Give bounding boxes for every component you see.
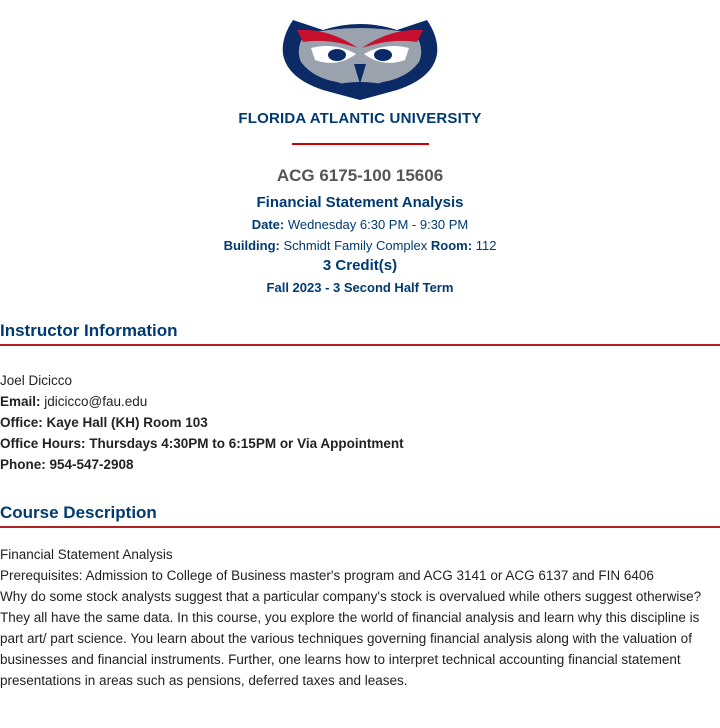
instructor-name: Joel Dicicco — [0, 373, 73, 388]
instructor-phone: Phone: 954-547-2908 — [0, 457, 134, 472]
university-name: FLORIDA ATLANTIC UNIVERSITY — [238, 110, 482, 127]
email-label: Email: — [0, 394, 41, 409]
course-term: Fall 2023 - 3 Second Half Term — [266, 280, 454, 295]
building-value: Schmidt Family Complex — [283, 238, 428, 253]
fau-owl-logo — [279, 8, 441, 100]
instructor-info — [0, 370, 720, 475]
building-label: Building: — [223, 238, 280, 253]
course-code: ACG 6175-100 15606 — [276, 166, 444, 185]
room-value: 112 — [475, 238, 497, 253]
date-value: Wednesday 6:30 PM - 9:30 PM — [287, 217, 469, 232]
instructor-email — [0, 391, 720, 412]
instructor-office-hours: Office Hours: Thursdays 4:30PM to 6:15PM or Via Appointment — [0, 436, 404, 451]
description-title: Financial Statement Analysis — [0, 547, 173, 562]
instructor-office: Office: Kaye Hall (KH) Room 103 — [0, 415, 208, 430]
email-link[interactable]: jdicicco@fau.edu — [44, 394, 148, 409]
course-title: Financial Statement Analysis — [256, 194, 464, 211]
course-credits: 3 Credit(s) — [322, 257, 398, 274]
instructor-heading: Instructor Information — [0, 321, 720, 346]
course-date — [0, 217, 720, 232]
course-description — [0, 544, 720, 691]
course-description-heading: Course Description — [0, 503, 720, 528]
description-prerequisites: Prerequisites: Admission to College of Business master's program and ACG 3141 or ACG 6137 and FIN 6406 — [0, 568, 654, 583]
date-label: Date: — [251, 217, 285, 232]
room-label: Room: — [430, 238, 473, 253]
header-divider — [292, 143, 429, 145]
description-body: Why do some stock analysts suggest that a particular company's stock is overvalued while others suggest otherwise? They all have the same data. In this course, you explore the world of financial analysis and learn why this discipline is part art/ part science. You learn about the various techniques governing financial analysis along with the valuation of businesses and financial instruments. Further, one learns how to interpret technical accounting financial statement presentations in areas such as pensions, deferred taxes and leases. — [0, 589, 702, 688]
course-location — [0, 238, 720, 253]
syllabus-page — [0, 8, 720, 691]
